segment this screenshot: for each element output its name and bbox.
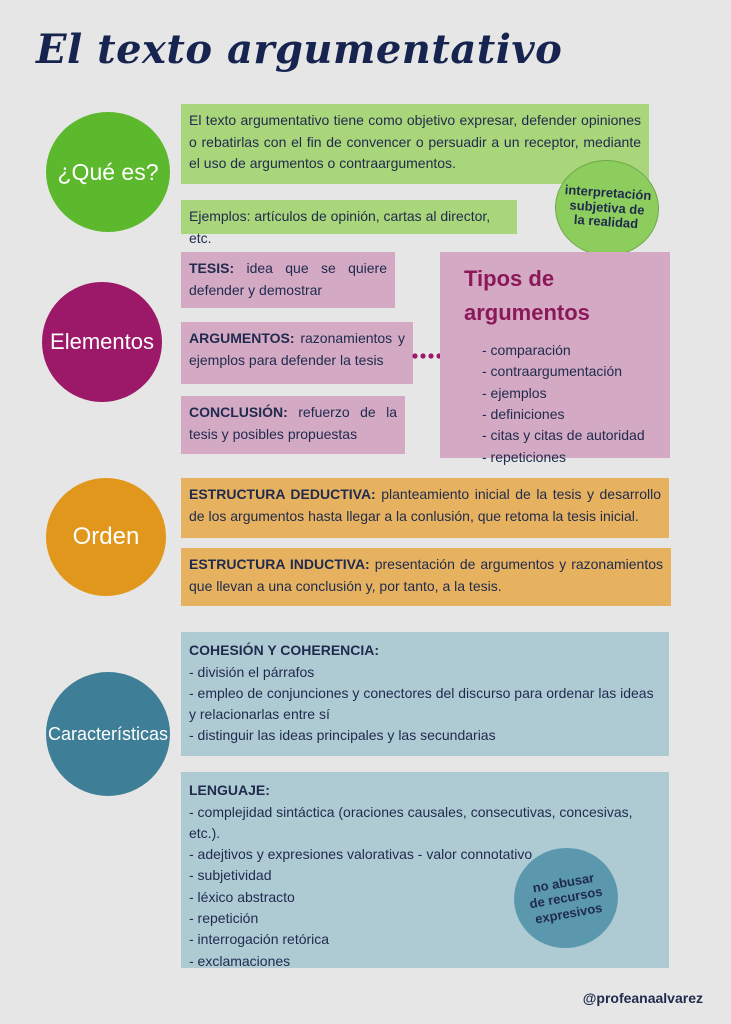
tipos-item: - comparación bbox=[482, 342, 571, 359]
tipos-box bbox=[440, 252, 670, 465]
tipos-item: - citas y citas de autoridad bbox=[482, 427, 645, 444]
cohesion-item: - empleo de conjunciones y conectores del discurso para ordenar las ideas y relacionarlas entre sí bbox=[189, 684, 654, 723]
inductiva-term: ESTRUCTURA INDUCTIVA: bbox=[189, 556, 370, 572]
definition-text: El texto argumentativo tiene como objetivo expresar, defender opiniones o rebatirlas con el fin de convencer o persuadir a un receptor, mediante el uso de argumentos o contraargumentos. bbox=[189, 112, 641, 172]
que-es-circle bbox=[46, 112, 170, 232]
deductiva-box bbox=[181, 478, 669, 538]
lenguaje-item: - subjetividad bbox=[189, 867, 272, 884]
cohesion-item: - distinguir las ideas principales y las secundarias bbox=[189, 727, 496, 744]
deductiva-text: planteamiento inicial de la tesis y desarrollo de los argumentos hasta llegar a la conlusión, que retoma la tesis inicial. bbox=[189, 486, 661, 524]
argumentos-text: razonamientos y ejemplos para defender la tesis bbox=[189, 330, 406, 368]
lenguaje-item: - complejidad sintáctica (oraciones causales, consecutivas, concesivas, etc.). bbox=[189, 803, 633, 841]
orden-label: Orden bbox=[72, 523, 140, 550]
tipos-item: - definiciones bbox=[482, 405, 565, 422]
tipos-item: - repeticiones bbox=[482, 448, 567, 465]
page-title: El texto argumentativo bbox=[36, 26, 563, 73]
caracteristicas-label: Características bbox=[47, 723, 169, 744]
que-es-label: ¿Qué es? bbox=[57, 158, 159, 185]
tipos-item: - contraargumentación bbox=[482, 363, 623, 380]
cohesion-box bbox=[181, 632, 669, 756]
inductiva-text: presentación de argumentos y razonamientos que llevan a una conclusión y, por tanto, a la tesis. bbox=[189, 556, 664, 594]
argumentos-box bbox=[181, 322, 413, 384]
caracteristicas-circle bbox=[46, 672, 170, 796]
lenguaje-title: LENGUAJE: bbox=[189, 782, 270, 798]
tesis-term: TESIS: bbox=[189, 260, 235, 276]
no-abusar-text: no abusar de recursos expresivos bbox=[528, 869, 604, 927]
conclusion-text: refuerzo de la tesis y posibles propuestas bbox=[189, 404, 398, 442]
tipos-title: Tipos de argumentos bbox=[464, 266, 590, 326]
inductiva-box bbox=[181, 548, 671, 606]
argumentos-term: ARGUMENTOS: bbox=[189, 330, 295, 346]
conclusion-term: CONCLUSIÓN: bbox=[189, 404, 288, 420]
tesis-text: idea que se quiere defender y demostrar bbox=[189, 260, 388, 298]
lenguaje-item: - léxico abstracto bbox=[189, 888, 295, 905]
orden-circle bbox=[46, 478, 166, 596]
tesis-box bbox=[181, 252, 395, 308]
tipos-item: - ejemplos bbox=[482, 384, 547, 401]
interpretacion-text: interpretación subjetiva de la realidad bbox=[564, 181, 652, 232]
examples-text: Ejemplos: artículos de opinión, cartas al director, etc. bbox=[189, 208, 491, 246]
cohesion-item: - división el párrafos bbox=[189, 663, 315, 680]
cohesion-title: COHESIÓN Y COHERENCIA: bbox=[189, 642, 380, 658]
lenguaje-item: - exclamaciones bbox=[189, 952, 291, 969]
lenguaje-item: - repetición bbox=[189, 910, 259, 927]
lenguaje-item: - adejtivos y expresiones valorativas - valor connotativo bbox=[189, 846, 533, 863]
conclusion-box bbox=[181, 396, 405, 454]
lenguaje-item: - interrogación retórica bbox=[189, 931, 330, 948]
elementos-circle bbox=[42, 282, 162, 402]
author-handle: @profeanaalvarez bbox=[582, 990, 703, 1006]
examples-box bbox=[181, 200, 517, 246]
elementos-label: Elementos bbox=[50, 329, 154, 354]
deductiva-term: ESTRUCTURA DEDUCTIVA: bbox=[189, 486, 376, 502]
